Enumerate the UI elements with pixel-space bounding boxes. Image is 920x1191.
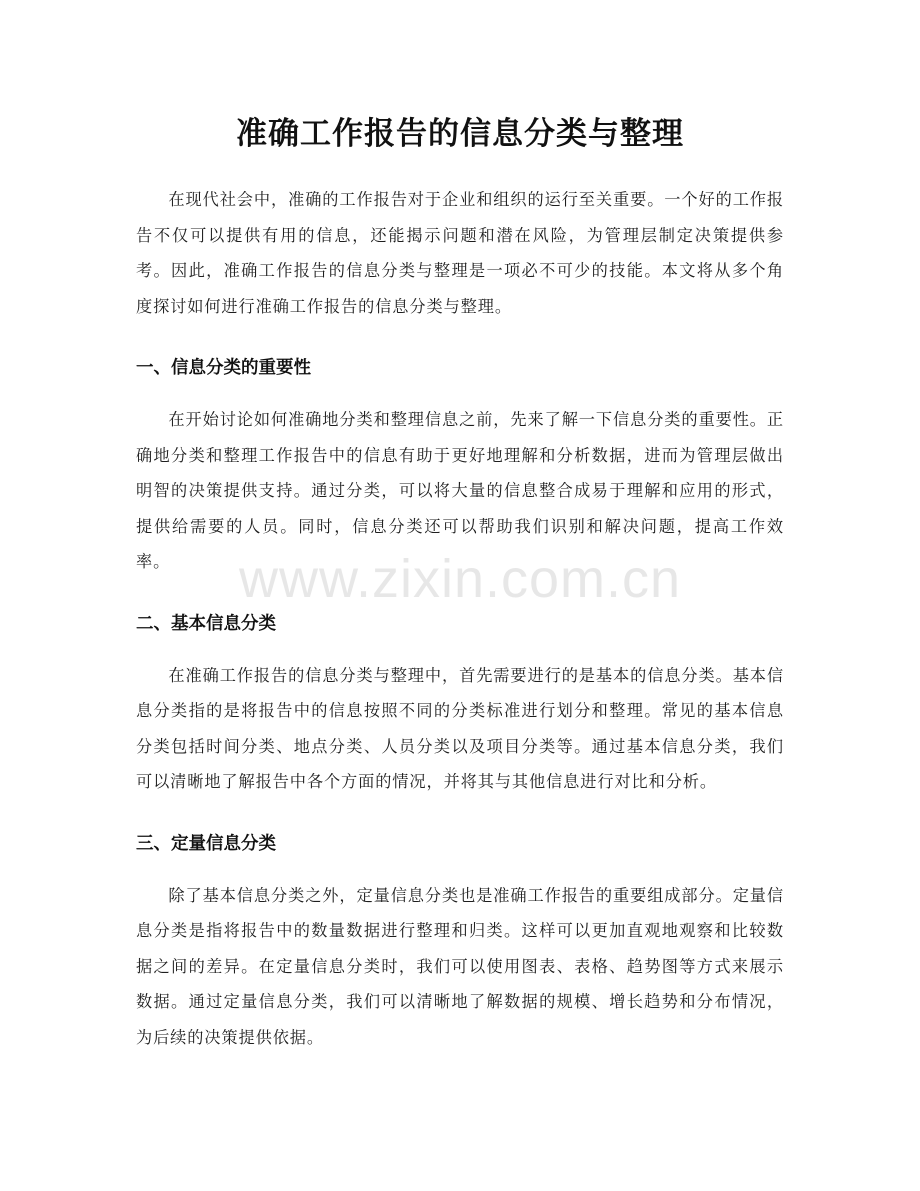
section-heading-importance: 一、信息分类的重要性 <box>136 358 311 378</box>
document-title: 准确工作报告的信息分类与整理 <box>236 116 684 152</box>
section-body-basic: 在准确工作报告的信息分类与整理中，首先需要进行的是基本的信息分类。基本信息分类指的是将报告中的信息按照不同的分类标准进行划分和整理。常见的基本信息分类包括时间分类、地点分类、人员分类以及项目分类等。通过基本信息分类，我们可以清晰地了解报告中各个方面的情况，并将其与其他信息进行对比和分析。 <box>136 665 784 791</box>
section-body-importance: 在开始讨论如何准确地分类和整理信息之前，先来了解一下信息分类的重要性。正确地分类和整理工作报告中的信息有助于更好地理解和分析数据，进而为管理层做出明智的决策提供支持。通过分类，可以将大量的信息整合成易于理解和应用的形式，提供给需要的人员。同时，信息分类还可以帮助我们识别和解决问题，提高工作效率。 <box>136 410 784 571</box>
intro-paragraph: 在现代社会中，准确的工作报告对于企业和组织的运行至关重要。一个好的工作报告不仅可以提供有用的信息，还能揭示问题和潜在风险，为管理层制定决策提供参考。因此，准确工作报告的信息分类与整理是一项必不可少的技能。本文将从多个角度探讨如何进行准确工作报告的信息分类与整理。 <box>136 190 784 316</box>
section-body-quantitative: 除了基本信息分类之外，定量信息分类也是准确工作报告的重要组成部分。定量信息分类是指将报告中的数量数据进行整理和归类。这样可以更加直观地观察和比较数据之间的差异。在定量信息分类时，我们可以使用图表、表格、趋势图等方式来展示数据。通过定量信息分类，我们可以清晰地了解数据的规模、增长趋势和分布情况，为后续的决策提供依据。 <box>136 885 784 1047</box>
section-heading-quantitative: 三、定量信息分类 <box>136 833 276 854</box>
document-body <box>136 182 784 1055</box>
watermark: www.zixin.com.cn <box>238 549 682 609</box>
section-heading-basic: 二、基本信息分类 <box>136 613 276 634</box>
